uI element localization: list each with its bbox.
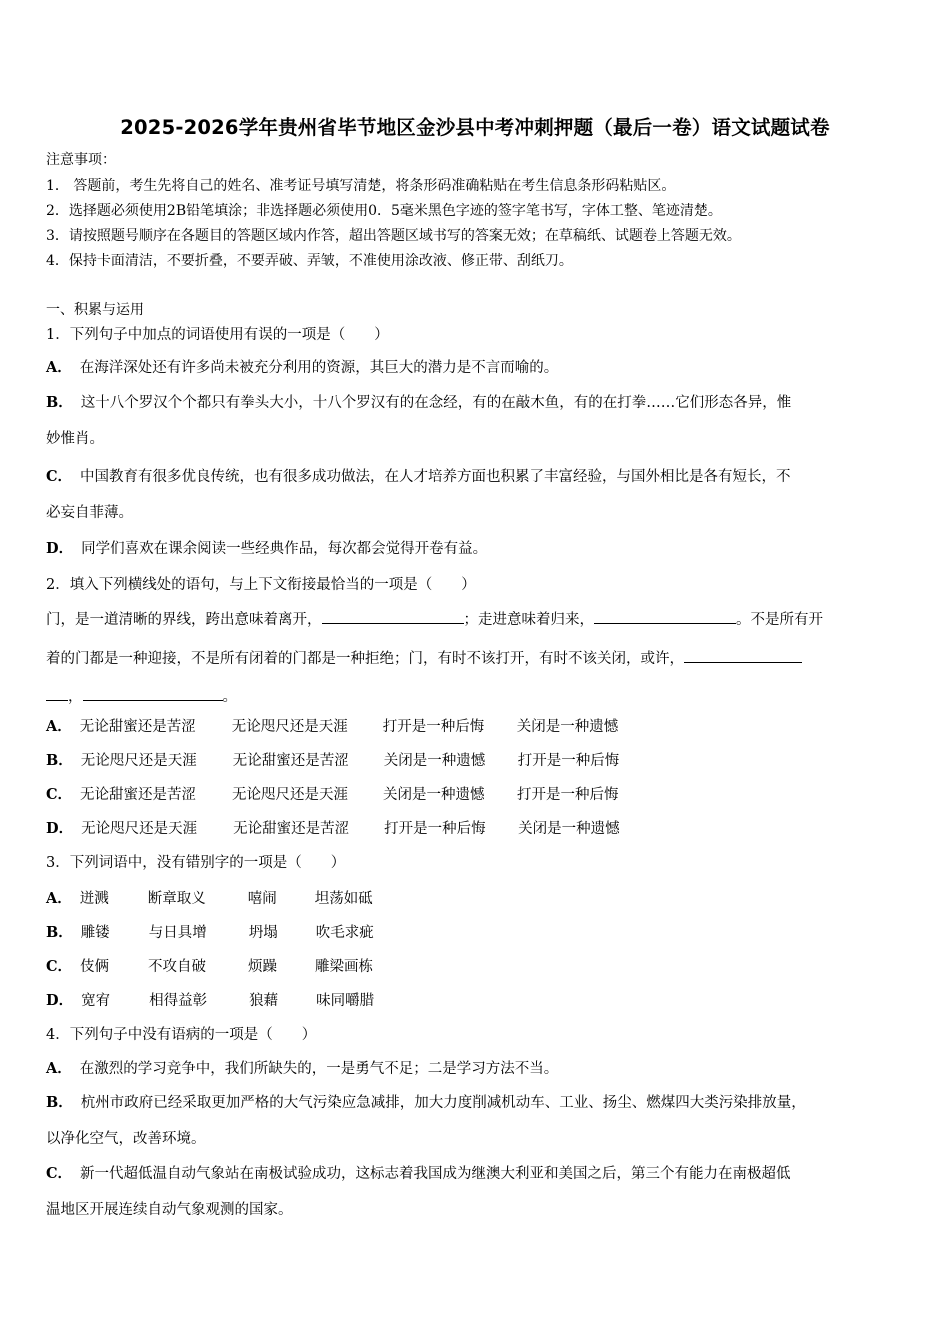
q4-option-b-cont: 以净化空气，改善环境。	[46, 1131, 206, 1147]
q3-option-a	[46, 889, 373, 909]
q1-option-b-cont: 妙惟肖。	[46, 431, 104, 447]
option-part: 坦荡如砥	[314, 891, 373, 907]
option-part: 味同嚼腊	[316, 993, 375, 1009]
option-part: 打开是一种后悔	[517, 787, 619, 803]
notice-item-4: 4．保持卡面清洁，不要折叠，不要弄破、弄皱，不准使用涂改液、修正带、刮纸刀。	[46, 253, 573, 269]
option-part: 与日具增	[148, 925, 207, 941]
option-part: 无论甜蜜还是苦涩	[232, 753, 349, 769]
option-text: 同学们喜欢在课余阅读一些经典作品，每次都会觉得开卷有益。	[81, 541, 488, 557]
option-part: 狼藉	[249, 993, 279, 1009]
option-part: 打开是一种后悔	[517, 753, 620, 769]
passage-text: 门，是一道清晰的界线，跨出意味着离开，	[46, 612, 322, 628]
option-part: 无论咫尺还是天涯	[81, 821, 198, 837]
q2-option-b	[46, 751, 619, 771]
option-part: 打开是一种后悔	[382, 719, 485, 735]
section-heading: 一、积累与运用	[46, 302, 144, 318]
option-text: 杭州市政府已经采取更加严格的大气污染应急减排，加大力度削减机动车、工业、扬尘、燃煤四大类污染排放量，	[80, 1095, 806, 1111]
answer-blank-1	[322, 609, 464, 624]
passage-text: ，	[68, 689, 83, 705]
q2-passage-line-1	[46, 609, 823, 630]
option-part: 断章取义	[147, 891, 206, 907]
notice-item-2: 2．选择题必须使用2B铅笔填涂；非选择题必须使用0．5毫米黑色字迹的签字笔书写，字体工整、笔迹清楚。	[46, 203, 722, 219]
option-label: D．	[46, 820, 74, 837]
option-text: 在激烈的学习竞争中，我们所缺失的，一是勇气不足；二是学习方法不当。	[79, 1061, 559, 1077]
answer-blank-4	[83, 686, 223, 701]
option-label: D．	[46, 992, 74, 1009]
q1-option-c	[46, 467, 791, 487]
option-part: 坍塌	[248, 925, 278, 941]
option-text: 新一代超低温自动气象站在南极试验成功，这标志着我国成为继澳大利亚和美国之后，第三个有能力在南极超低	[80, 1166, 791, 1182]
option-part: 关闭是一种遗憾	[383, 787, 485, 803]
q3-option-d	[46, 991, 374, 1011]
q4-option-b	[46, 1093, 806, 1113]
option-part: 无论咫尺还是天涯	[231, 719, 348, 735]
q4-stem: 4．下列句子中没有语病的一项是（ ）	[46, 1027, 317, 1043]
option-part: 迸溅	[79, 891, 109, 907]
passage-text: 。	[222, 689, 237, 705]
notice-item-1: 1． 答题前，考生先将自己的姓名、准考证号填写清楚，将条形码准确粘贴在考生信息条形码粘贴区。	[46, 178, 676, 194]
option-label: A．	[46, 890, 72, 907]
option-part: 关闭是一种遗憾	[383, 753, 486, 769]
q4-option-a	[46, 1059, 558, 1079]
q2-option-c	[46, 785, 619, 805]
q2-passage-line-2	[46, 648, 802, 669]
notice-heading: 注意事项：	[46, 152, 116, 168]
q3-option-b	[46, 923, 374, 943]
q2-stem: 2．填入下列横线处的语句，与上下文衔接最恰当的一项是（ ）	[46, 577, 476, 593]
option-label: D．	[46, 540, 74, 557]
page-title: 2025-2026学年贵州省毕节地区金沙县中考冲刺押题（最后一卷）语文试题试卷	[120, 116, 830, 139]
option-label: B．	[46, 1094, 73, 1111]
q1-option-b	[46, 393, 791, 413]
answer-blank-3	[684, 648, 802, 663]
q4-option-c	[46, 1164, 791, 1184]
option-label: C．	[46, 786, 73, 803]
option-part: 伎俩	[80, 959, 110, 975]
option-label: B．	[46, 924, 73, 941]
option-label: A．	[46, 1060, 72, 1077]
option-label: C．	[46, 1165, 73, 1182]
option-part: 嘻闹	[247, 891, 277, 907]
passage-text: ；走进意味着归来，	[463, 612, 594, 628]
q4-option-c-cont: 温地区开展连续自动气象观测的国家。	[46, 1202, 293, 1218]
q1-option-c-cont: 必妄自菲薄。	[46, 505, 133, 521]
option-part: 无论甜蜜还是苦涩	[79, 719, 196, 735]
answer-blank-2	[594, 609, 736, 624]
answer-blank-3-cont	[46, 686, 68, 701]
option-part: 雕梁画栋	[315, 959, 374, 975]
q2-option-a	[46, 717, 618, 737]
q3-option-c	[46, 957, 373, 977]
option-label: A．	[46, 359, 72, 376]
q1-option-d	[46, 539, 487, 559]
option-part: 无论甜蜜还是苦涩	[233, 821, 350, 837]
option-label: A．	[46, 718, 72, 735]
option-text: 这十八个罗汉个个都只有拳头大小，十八个罗汉有的在念经，有的在敲木鱼，有的在打拳……它们形态各异，惟	[80, 395, 792, 411]
q2-option-d	[46, 819, 620, 839]
option-text: 在海洋深处还有许多尚未被充分利用的资源，其巨大的潜力是不言而喻的。	[79, 360, 559, 376]
option-part: 烦躁	[248, 959, 278, 975]
option-part: 宽宥	[81, 993, 111, 1009]
option-part: 雕镂	[80, 925, 110, 941]
passage-text: 着的门都是一种迎接，不是所有闭着的门都是一种拒绝；门，有时不该打开，有时不该关闭，或许，	[46, 651, 684, 667]
option-label: C．	[46, 468, 73, 485]
option-label: B．	[46, 394, 73, 411]
option-label: B．	[46, 752, 73, 769]
option-label: C．	[46, 958, 73, 975]
option-part: 关闭是一种遗憾	[516, 719, 619, 735]
option-part: 打开是一种后悔	[384, 821, 486, 837]
option-part: 无论咫尺还是天涯	[232, 787, 349, 803]
option-part: 无论咫尺还是天涯	[80, 753, 197, 769]
q1-option-a	[46, 358, 558, 378]
q2-passage-line-3	[46, 686, 237, 707]
q3-stem: 3．下列词语中，没有错别字的一项是（ ）	[46, 855, 346, 871]
option-part: 吹毛求疵	[315, 925, 374, 941]
notice-item-3: 3．请按照题号顺序在各题目的答题区域内作答，超出答题区域书写的答案无效；在草稿纸、试题卷上答题无效。	[46, 228, 741, 244]
passage-text: 。不是所有开	[736, 612, 823, 628]
option-text: 中国教育有很多优良传统，也有很多成功做法，在人才培养方面也积累了丰富经验，与国外相比是各有短长，不	[80, 469, 791, 485]
option-part: 无论甜蜜还是苦涩	[80, 787, 197, 803]
option-part: 关闭是一种遗憾	[518, 821, 620, 837]
q1-stem: 1．下列句子中加点的词语使用有误的一项是（ ）	[46, 327, 389, 343]
option-part: 不攻自破	[148, 959, 207, 975]
option-part: 相得益彰	[149, 993, 208, 1009]
